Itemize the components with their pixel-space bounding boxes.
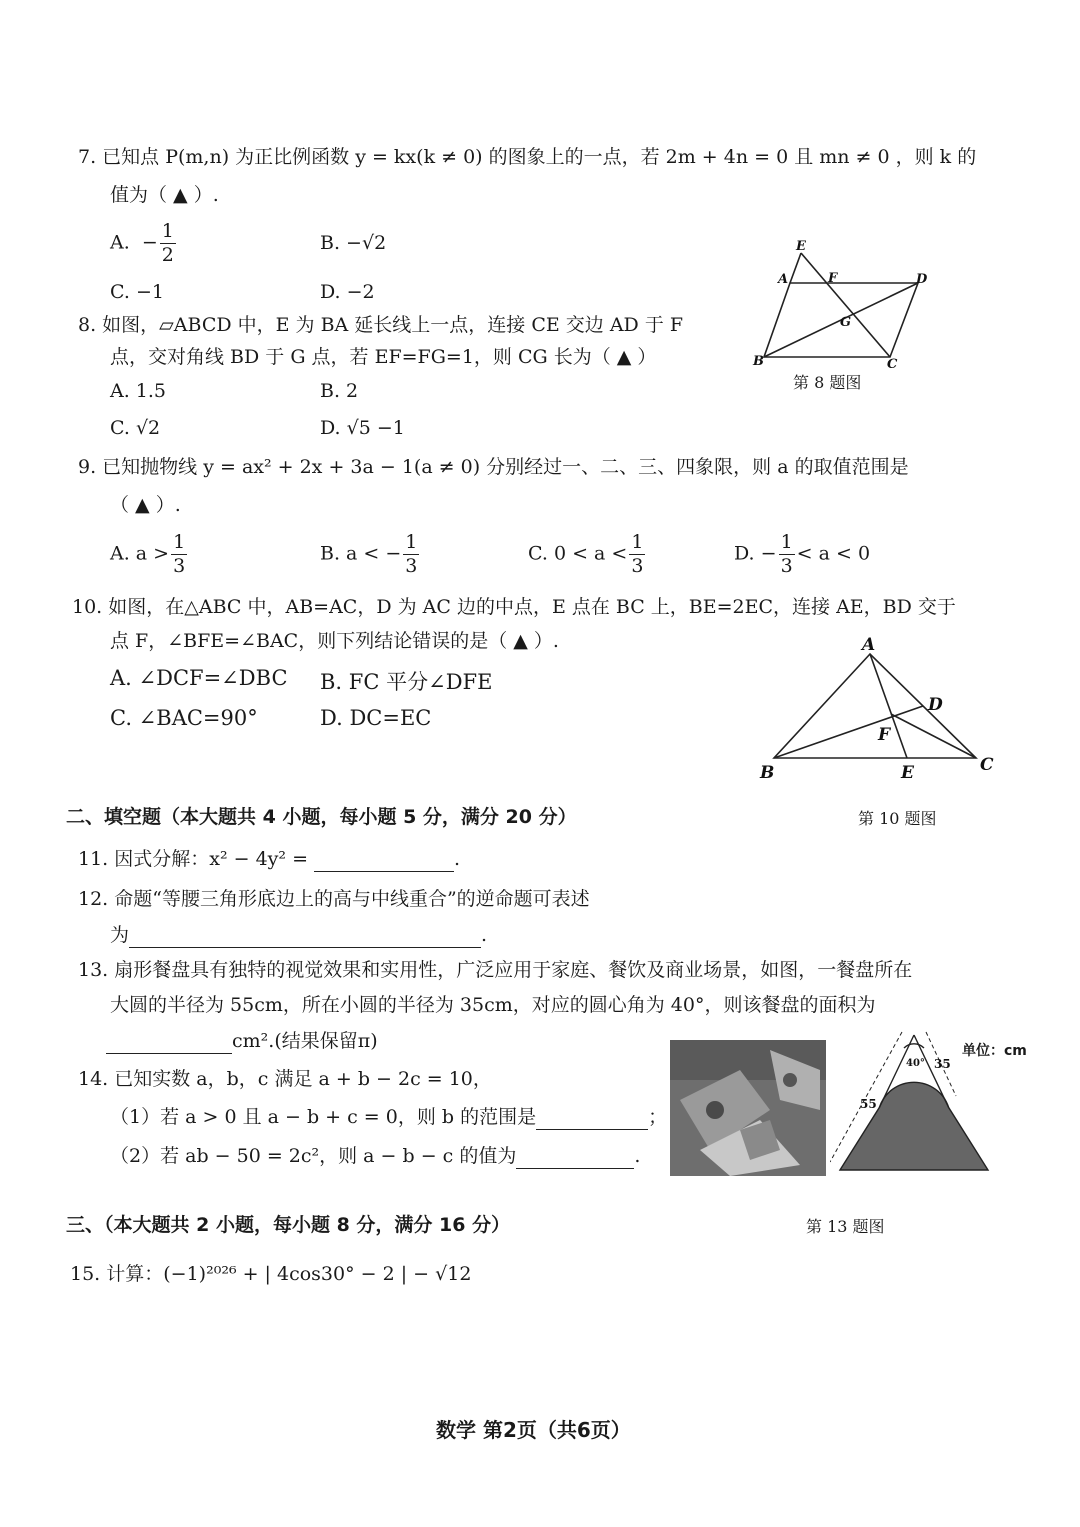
q15-stem: 15. 计算：(−1)²⁰²⁶ + | 4cos30° − 2 | − √12 xyxy=(70,1263,472,1285)
q8-label-f: F xyxy=(828,271,838,286)
q14-part2: （2）若 ab − 50 = 2c²，则 a − b − c 的值为 . xyxy=(110,1145,641,1167)
q9-option-c: C. 0 < a < $\frac{1}{3}$ xyxy=(528,531,644,577)
q10-option-d: D. DC=EC xyxy=(320,706,432,730)
q8-label-d: D xyxy=(916,272,928,287)
q13-angle-label: 40° xyxy=(906,1058,925,1069)
page-footer: 数学 第2页（共6页） xyxy=(436,1418,631,1442)
q8-label-b: B xyxy=(753,354,764,369)
q9-option-b: B. a < − $\frac{1}{3}$ xyxy=(320,531,418,577)
q13-figure-caption: 第 13 题图 xyxy=(806,1217,885,1236)
q7-stem-line2: 值为（ ▲ ）. xyxy=(110,184,219,206)
q9-option-a: A. a > $\frac{1}{3}$ xyxy=(110,531,186,577)
q7-option-c: C. −1 xyxy=(110,281,164,303)
q10-label-a: A xyxy=(862,635,876,655)
q10-option-a: A. ∠DCF=∠DBC xyxy=(110,666,288,690)
q13-answer-blank[interactable] xyxy=(106,1030,232,1054)
q10-label-e: E xyxy=(901,763,914,783)
q8-option-d: D. √5 −1 xyxy=(320,417,405,439)
q8-stem-line2: 点，交对角线 BD 于 G 点，若 EF=FG=1，则 CG 长为（ ▲ ） xyxy=(110,346,657,368)
q12-stem-line2: 为 . xyxy=(110,924,488,946)
q12-stem-line1: 12. 命题“等腰三角形底边上的高与中线重合”的逆命题可表述 xyxy=(78,888,590,910)
q13-unit-label: 单位：cm xyxy=(962,1043,1027,1059)
q8-figure-parallelogram xyxy=(750,235,940,375)
q10-stem-line2: 点 F，∠BFE=∠BAC，则下列结论错误的是（ ▲ ）. xyxy=(110,630,559,652)
q10-option-c: C. ∠BAC=90° xyxy=(110,706,258,730)
q14-part1: （1）若 a > 0 且 a − b + c = 0，则 b 的范围是 ； xyxy=(110,1106,668,1128)
q8-option-b: B. 2 xyxy=(320,380,359,402)
q14-part2-answer-blank[interactable] xyxy=(516,1145,634,1169)
q10-label-f: F xyxy=(878,725,891,745)
q10-option-b: B. FC 平分∠DFE xyxy=(320,670,493,694)
q13-plate-photo xyxy=(670,1040,826,1176)
q7-option-a: A. − $\frac{1}{2}$ xyxy=(110,220,174,266)
q10-figure-caption: 第 10 题图 xyxy=(858,809,937,828)
q8-label-a: A xyxy=(778,272,789,287)
q7-stem-line1: 7. 已知点 P(m,n) 为正比例函数 y = kx(k ≠ 0) 的图象上的一点，若 2m + 4n = 0 且 mn ≠ 0 ，则 k 的 xyxy=(78,146,977,168)
q13-stem-line2: 大圆的半径为 55cm，所在小圆的半径为 35cm，对应的圆心角为 40°，则该餐盘的面积为 xyxy=(110,994,876,1016)
q7-option-b: B. −√2 xyxy=(320,232,387,254)
q9-stem-line2: （ ▲ ）. xyxy=(110,494,181,516)
q8-label-e: E xyxy=(796,239,806,254)
q11: 11. 因式分解：x² − 4y² = . xyxy=(78,848,461,870)
q11-answer-blank[interactable] xyxy=(314,848,454,872)
q13-small-radius-label: 35 xyxy=(934,1057,951,1071)
q10-label-c: C xyxy=(980,755,994,775)
q8-option-c: C. √2 xyxy=(110,417,161,439)
q10-label-d: D xyxy=(928,695,943,715)
q8-label-c: C xyxy=(887,357,898,372)
q10-label-b: B xyxy=(760,763,775,783)
q14-part1-answer-blank[interactable] xyxy=(536,1106,648,1130)
q13-stem-line3: cm².(结果保留π) xyxy=(106,1030,378,1054)
q12-answer-blank[interactable] xyxy=(129,924,481,948)
section3-heading: 三、（本大题共 2 小题，每小题 8 分，满分 16 分） xyxy=(66,1214,511,1236)
q10-figure-triangle xyxy=(750,630,1010,790)
q13-large-radius-label: 55 xyxy=(860,1097,877,1111)
q7-option-d: D. −2 xyxy=(320,281,375,303)
q8-stem-line1: 8. 如图，▱ABCD 中，E 为 BA 延长线上一点，连接 CE 交边 AD 于 F xyxy=(78,314,684,336)
q14-stem-line1: 14. 已知实数 a，b，c 满足 a + b − 2c = 10， xyxy=(78,1068,492,1090)
q10-stem-line1: 10. 如图，在△ABC 中，AB=AC，D 为 AC 边的中点，E 点在 BC 上，BE=2EC，连接 AE，BD 交于 xyxy=(72,596,956,618)
q8-option-a: A. 1.5 xyxy=(110,380,167,402)
q8-figure-caption: 第 8 题图 xyxy=(793,373,862,392)
q9-option-d: D. − $\frac{1}{3}$ < a < 0 xyxy=(734,531,871,577)
q9-stem-line1: 9. 已知抛物线 y = ax² + 2x + 3a − 1(a ≠ 0) 分别经过一、二、三、四象限，则 a 的取值范围是 xyxy=(78,456,909,478)
section2-heading: 二、填空题（本大题共 4 小题，每小题 5 分，满分 20 分） xyxy=(66,806,577,828)
q8-label-g: G xyxy=(840,315,852,330)
q13-stem-line1: 13. 扇形餐盘具有独特的视觉效果和实用性，广泛应用于家庭、餐饮及商业场景，如图，一餐盘所在 xyxy=(78,959,913,981)
